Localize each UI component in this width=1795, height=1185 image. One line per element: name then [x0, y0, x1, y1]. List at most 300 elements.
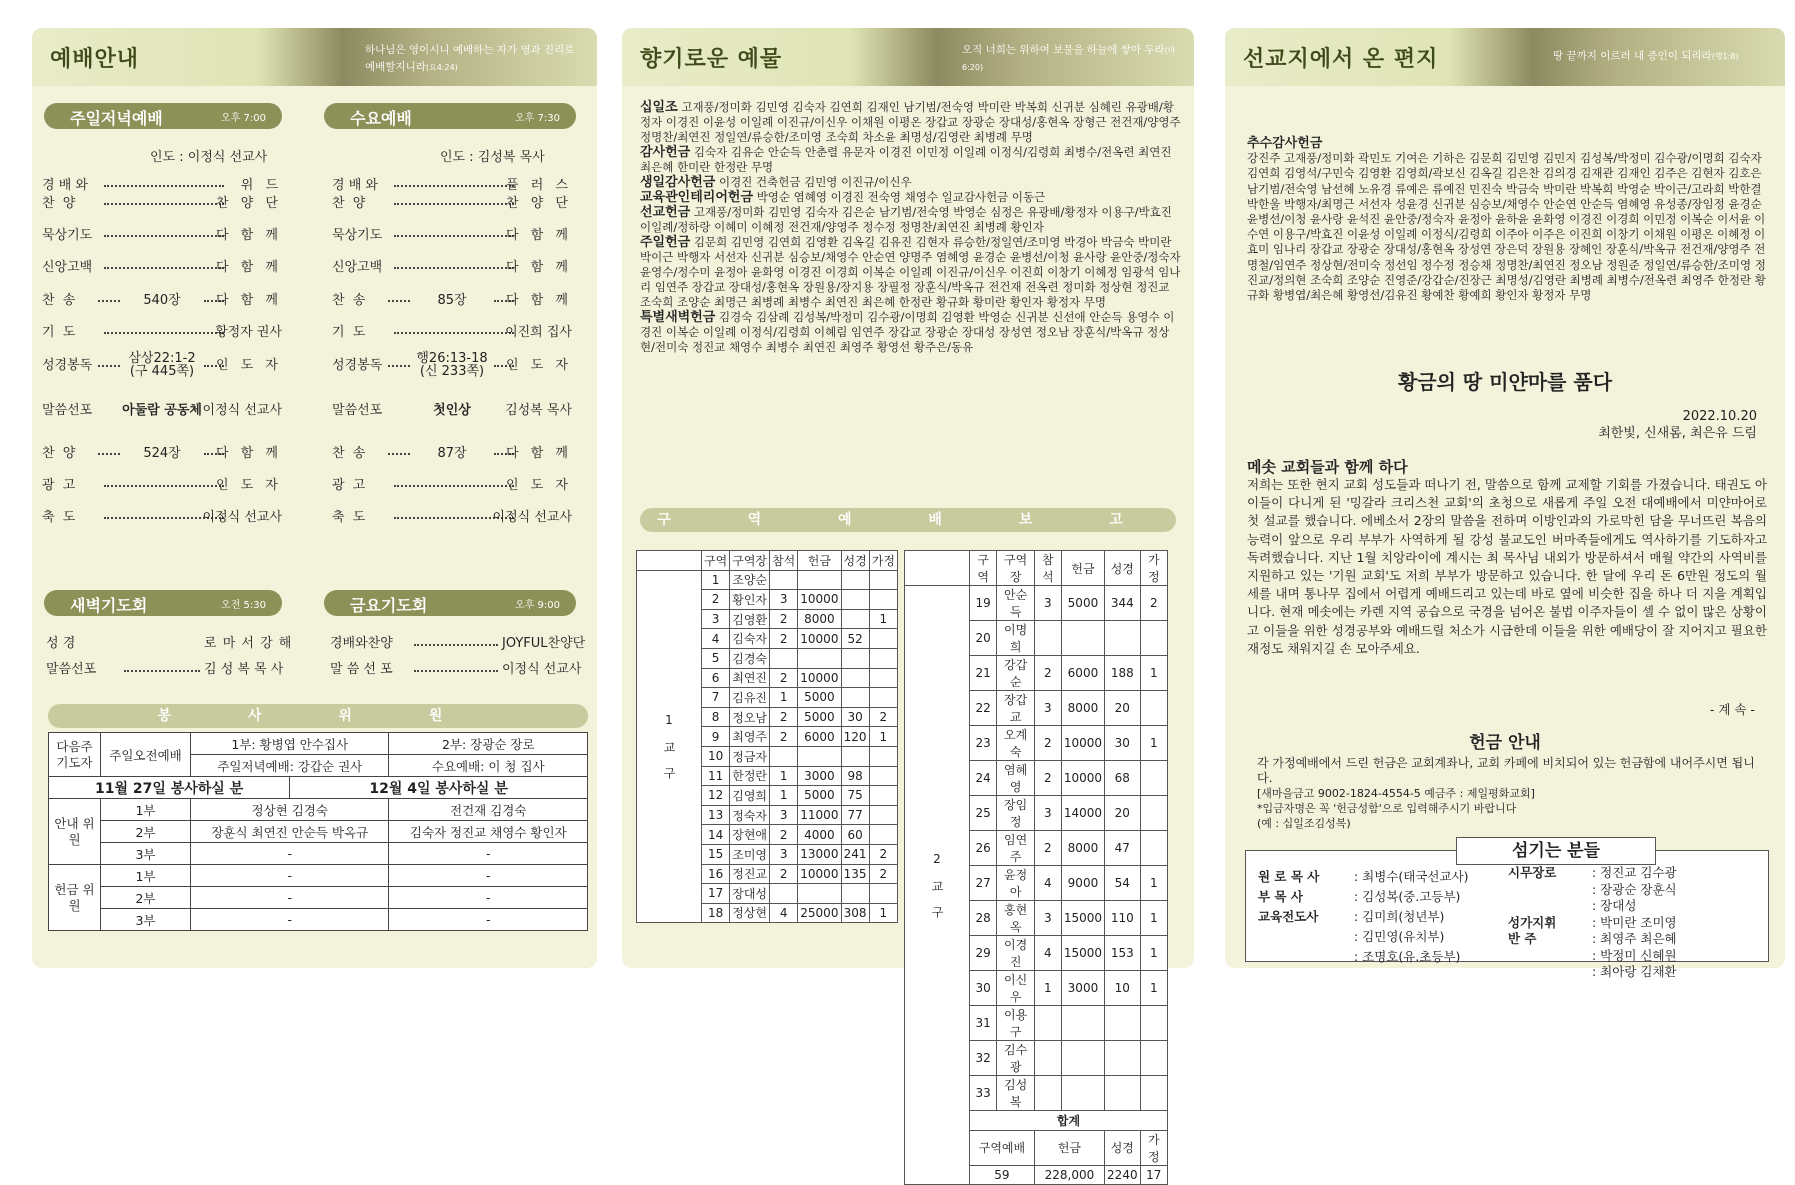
offering-part1-date2: -: [389, 865, 588, 887]
staff-row: [1508, 865, 1768, 915]
table-row: [637, 570, 898, 590]
table-cell: 10000: [798, 590, 841, 610]
dotted-leader: [98, 356, 120, 367]
table-cell: 5000: [798, 707, 841, 727]
table-cell: 임연주: [997, 831, 1034, 866]
table-cell: 10000: [1061, 726, 1104, 761]
order-item: 540장: [143, 293, 181, 308]
blank-cell: [905, 551, 970, 586]
order-person: 이정식 선교사: [492, 510, 572, 525]
table-cell: 11000: [798, 805, 841, 825]
friday-sermon-label: 말 씀 선 포: [330, 662, 393, 677]
offering-names: 이경진 건축헌금 김민영 이진규/이신우: [719, 175, 912, 189]
column-header: 성경: [841, 551, 869, 571]
staff-right: [1508, 865, 1768, 981]
offering-names: 김숙자 김유순 안순득 안춘렬 유문자 이경진 이민정 이일례 이정식/김령희 최병수/전옥련 최연진 최은혜 한미란 한정란 무명: [640, 145, 1172, 174]
order-row: [42, 291, 282, 311]
table-cell: 2: [770, 727, 798, 747]
offering-heading: 선교헌금: [640, 205, 691, 220]
column-header: 가정: [1140, 551, 1167, 586]
table-cell: [1061, 1041, 1104, 1076]
table-cell: 조미영: [730, 844, 770, 864]
order-row: [42, 176, 282, 196]
dotted-leader: [394, 226, 514, 237]
table-cell: 2: [1034, 761, 1061, 796]
table-cell: [770, 746, 798, 766]
table-cell: [1105, 1041, 1141, 1076]
offering-heading: 주일헌금: [640, 235, 691, 250]
order-row: [332, 176, 572, 196]
table-row: [905, 586, 1168, 621]
order-row: [42, 194, 282, 214]
staff-name: : 정진교 김수광: [1592, 865, 1677, 880]
staff-row: [1508, 915, 1768, 932]
table-cell: 홍현옥: [997, 901, 1034, 936]
table-cell: 정상현: [730, 903, 770, 923]
order-label: 기 도: [332, 325, 368, 340]
table-cell: 10: [702, 746, 730, 766]
order-person: 다 함 께: [216, 293, 282, 308]
offering-block: [640, 175, 1182, 190]
friday-praise-value: JOYFUL찬양단: [502, 636, 586, 651]
total-header: 성경: [1105, 1130, 1141, 1165]
table-cell: 1: [1140, 726, 1167, 761]
table-cell: 정진교: [730, 864, 770, 884]
table-cell: 98: [841, 766, 869, 786]
table-cell: 4: [770, 903, 798, 923]
table-cell: 2: [869, 707, 897, 727]
prayer-evening: 주일저녁예배: 강갑순 권사: [191, 755, 389, 777]
offering-heading: 십일조: [640, 100, 678, 115]
table-cell: 김영환: [730, 609, 770, 629]
offering-part2-date2: -: [389, 887, 588, 909]
order-label: 찬 송: [42, 293, 78, 308]
table-cell: [1140, 691, 1167, 726]
friday-dots-1: [414, 644, 498, 646]
offerings-banner: [622, 28, 1194, 86]
staff-names: [1592, 915, 1677, 932]
friday-sermon-value: 이정식 선교사: [502, 662, 582, 677]
order-item: 524장: [143, 446, 181, 461]
serve-date-1: 11월 27일 봉사하실 분: [49, 777, 290, 799]
order-row: [42, 401, 282, 421]
guide-committee-label: 안내 위원: [49, 799, 101, 865]
guide-part3: 3부: [101, 843, 191, 865]
total-value: 17: [1140, 1165, 1167, 1185]
staff-role: 반 주: [1508, 931, 1537, 946]
table-cell: 8000: [1061, 691, 1104, 726]
staff-name: : 최아랑 김채환: [1592, 964, 1677, 979]
order-person: 다 함 께: [216, 446, 282, 461]
table-cell: 이용구: [997, 1006, 1034, 1041]
column-header: 참석: [770, 551, 798, 571]
offering-block: [640, 145, 1182, 175]
order-person: 다 함 께: [216, 260, 282, 275]
table-cell: 장대성: [730, 884, 770, 904]
column-header: 성경: [1105, 551, 1141, 586]
table-cell: 20: [1105, 691, 1141, 726]
table-cell: [869, 570, 897, 590]
table-cell: 정오남: [730, 707, 770, 727]
order-person: 찬 양 단: [506, 196, 572, 211]
table-cell: [1105, 1006, 1141, 1041]
table-cell: [841, 570, 869, 590]
order-person: 다 함 께: [216, 228, 282, 243]
letter-date-author: 2022.10.20 최한빛, 신새롬, 최은유 드림: [1598, 409, 1757, 441]
banner-title: 선교지에서 온 편지: [1243, 47, 1439, 72]
table-cell: [1034, 1041, 1061, 1076]
banner-verse: 오직 너희는 위하여 보물을 하늘에 쌓아 두라(마6:20): [962, 44, 1176, 72]
staff-left: [1258, 869, 1498, 969]
order-label: 신앙고백: [332, 260, 383, 275]
table-cell: 1: [1140, 656, 1167, 691]
order-row: [332, 194, 572, 214]
order-label: 찬 송: [332, 446, 368, 461]
letter-body: 저희는 또한 현지 교회 성도들과 떠나기 전, 말씀으로 함께 교제할 기회를 가졌습니다. 태권도 아이들이 다니게 된 '밍갈라 크리스천 교회'의 초청으로 새롭게 주일 오전 대예배에서 미얀마어로 첫 설교를 했습니다. 에베소서 2장의 말씀을 전하며 이방인과의 가로막힌 담을 무너뜨린 복음의 능력이 앞으로 우리 부부가 사역하게 될 강성 불교도인 버마족들에게도 역사하기를 기도하자고 독려했습니다. 지난 1월 치앙라이에 계시는 최 목사님 내외가 방문하셔서 매월 약간의 사역비를 지원하고 있는 '기원 교회'도 저희 부부가 방문하고 있습니다. 한 달에 우리 돈 6만원 정도의 월세를 내며 통나무 집에서 어렵게 예배드리고 있는데 바로 옆에 비슷한 집을 하나 더 지을 계획입니다. 현재 메솟에는 카렌 지역 공습으로 국경을 넘어온 불법 이주자들이 셀 수 없이 많은 상황이고 이들을 위한 성경공부와 예배드릴 처소가 시급한데 이들을 위한 예배당이 잘 지어지고 필요한 재정도 채워지길 손 모아주세요.: [1247, 477, 1767, 656]
table-cell: 47: [1105, 831, 1141, 866]
table-cell: [869, 648, 897, 668]
table-cell: 3: [702, 609, 730, 629]
offering-part2-date1: -: [191, 887, 389, 909]
table-cell: 3: [1034, 796, 1061, 831]
order-item: 첫인상: [433, 403, 471, 418]
order-person: 다 함 께: [506, 446, 572, 461]
table-cell: 3: [1034, 691, 1061, 726]
dotted-leader: [98, 291, 120, 302]
order-row: [332, 323, 572, 343]
table-cell: 강갑순: [997, 656, 1034, 691]
order-label: 찬 송: [332, 293, 368, 308]
volunteers-table: [48, 732, 588, 931]
dotted-leader: [104, 176, 224, 187]
order-row: [332, 508, 572, 528]
order-label: 신앙고백: [42, 260, 93, 275]
column-header: 구역장: [730, 551, 770, 571]
table-cell: 24: [970, 761, 997, 796]
table-cell: [1140, 831, 1167, 866]
table-cell: 33: [970, 1076, 997, 1111]
dawn-dots: [124, 670, 200, 672]
table-cell: 3: [770, 590, 798, 610]
table-cell: 2: [869, 864, 897, 884]
table-cell: [1140, 1041, 1167, 1076]
table-cell: 장현애: [730, 825, 770, 845]
table-cell: [869, 590, 897, 610]
table-cell: [841, 688, 869, 708]
table-cell: [1140, 1006, 1167, 1041]
table-cell: 3000: [798, 766, 841, 786]
dotted-leader: [104, 258, 224, 269]
table-cell: 17: [702, 884, 730, 904]
table-cell: 30: [841, 707, 869, 727]
table-cell: [869, 688, 897, 708]
table-cell: 1: [1034, 971, 1061, 1006]
table-cell: [869, 668, 897, 688]
table-cell: [869, 825, 897, 845]
table-cell: 31: [970, 1006, 997, 1041]
staff-row: [1258, 869, 1498, 889]
table-cell: 1: [770, 786, 798, 806]
column-header: 구역: [970, 551, 997, 586]
order-label: 찬 양: [332, 196, 368, 211]
dotted-leader: [104, 476, 224, 487]
worship-guide-panel: [32, 28, 597, 968]
offering-block: [640, 100, 1182, 145]
prayer-part1: 1부: 황병엽 안수집사: [191, 733, 389, 755]
order-person: 이정식 선교사: [202, 510, 282, 525]
table-cell: 54: [1105, 866, 1141, 901]
table-cell: [1140, 1076, 1167, 1111]
order-person: 플 러 스: [506, 178, 572, 193]
table-cell: 2: [869, 844, 897, 864]
banner-title: 향기로운 예물: [640, 47, 783, 72]
table-cell: 6000: [1061, 656, 1104, 691]
table-cell: 32: [970, 1041, 997, 1076]
table-cell: 정숙자: [730, 805, 770, 825]
table-cell: 15000: [1061, 901, 1104, 936]
table-cell: 1: [770, 688, 798, 708]
staff-name: : 최병수(태국선교사): [1354, 869, 1469, 884]
table-cell: [1061, 1076, 1104, 1111]
table-cell: 이명희: [997, 621, 1034, 656]
table-cell: 2: [1140, 586, 1167, 621]
order-label: 말씀선포: [332, 403, 383, 418]
total-header: 헌금: [1034, 1130, 1104, 1165]
staff-name: : 장광순 장훈식: [1592, 881, 1677, 897]
dotted-leader: [394, 258, 514, 269]
order-item: [402, 352, 502, 378]
table-cell: [770, 884, 798, 904]
order-label: 성경봉독: [332, 358, 383, 373]
table-cell: 장임정: [997, 796, 1034, 831]
guide-part2: 2부: [101, 821, 191, 843]
order-label: 찬 양: [42, 196, 78, 211]
table-cell: 25000: [798, 903, 841, 923]
table-cell: 1: [1140, 936, 1167, 971]
total-value: 228,000: [1034, 1165, 1104, 1185]
letter-heading: 메솟 교회들과 함께 하다: [1247, 458, 1408, 476]
offering-part1: 1부: [101, 865, 191, 887]
table-cell: 장갑교: [997, 691, 1034, 726]
order-person: 다 함 께: [506, 293, 572, 308]
staff-row: [1258, 889, 1498, 909]
table-cell: 김숙자: [730, 629, 770, 649]
order-label: 경 배 와: [42, 178, 88, 193]
dotted-leader: [98, 444, 120, 455]
table-cell: [770, 648, 798, 668]
table-cell: 3: [770, 844, 798, 864]
table-cell: 22: [970, 691, 997, 726]
table-cell: 정금자: [730, 746, 770, 766]
table-cell: 5000: [1061, 586, 1104, 621]
order-item: 85장: [437, 293, 467, 308]
staff-row: [1258, 909, 1498, 929]
table-cell: 4000: [798, 825, 841, 845]
order-person: 이정식 선교사: [202, 403, 282, 418]
offering-part3-date1: -: [191, 909, 389, 931]
table-cell: 4: [702, 629, 730, 649]
staff-name: : 최영주 최은혜: [1592, 931, 1677, 946]
order-row: [42, 508, 282, 528]
prayer-part2: 2부: 장광순 장로: [389, 733, 588, 755]
thanksgiving-names: 강진주 고재풍/정미화 곽민도 기여은 기하은 김문희 김민영 김민지 김성복/박정미 김수광/이명희 김숙자 김연희 김영석/구민숙 김영환 김영희/곽보신 김옥길 김은찬 김의경 김재관 김재인 김주은 김현자 김호은 남기범/전숙영 남선혜 노유경 류예은 류예진 민진숙 박금숙 박미란 박복희 박영순 박이근/고라희 박한결 박한울 박행자/최명근 서선자 성윤경 신귀분 심승보/채영수 안순연 안순득 염혜영 유성종/장임정 윤경순 윤병선/이청 윤사랑 윤석진 윤안중/정숙자 윤정아 윤하윤 윤화영 이경진 이경희 이민정 이복순 이서윤 이수연 이용구/박효진 이윤성 이일례 이정식/김령희 이주아 이주은 이진희 이창기 이채원 이평온 이혜정 이효미 임나리 장갑교 장광순 장대성/홍현옥 장성연 장은덕 장원용 장혜인 장훈식/박옥규 전건재/양영주 전명철/임연주 정상현/전미숙 정선임 정수정 정승채 정명찬/최연진 정오남 정원준 정일연/류승한/조미영 정진교/정의현 조숙희 조양순 진영준/강갑순/진장근 최명성/김영란 최병례 최병수/전옥련 최영주 한정란 황규화 황병엽/최은혜 황영선/김유진 황예찬 황예희 황인자 황정자 무명: [1247, 151, 1766, 303]
table-cell: 2: [1034, 656, 1061, 691]
order-row: [42, 258, 282, 278]
order-person: 인 도 자: [216, 478, 282, 493]
thanksgiving-offering: [1247, 136, 1767, 303]
table-cell: 2: [1034, 831, 1061, 866]
order-person: 인 도 자: [506, 478, 572, 493]
order-label: 광 고: [332, 478, 368, 493]
table-cell: 9000: [1061, 866, 1104, 901]
staff-box: [1245, 841, 1769, 979]
offering-heading: 생일감사헌금: [640, 175, 716, 190]
dawn-prayer-header: 새벽기도회 오전 5:30: [44, 590, 282, 616]
offering-part3: 3부: [101, 909, 191, 931]
table-cell: 1: [770, 766, 798, 786]
staff-name: : 장대성: [1592, 898, 1637, 913]
total-header: 구역예배: [970, 1130, 1035, 1165]
table-cell: 김유진: [730, 688, 770, 708]
table-cell: 2: [770, 609, 798, 629]
table-cell: 김수광: [997, 1041, 1034, 1076]
guide-part3-date2: -: [389, 843, 588, 865]
sunday-leader: 인도 : 이정식 선교사: [150, 150, 268, 165]
table-cell: 김경숙: [730, 648, 770, 668]
order-person: 인 도 자: [506, 358, 572, 373]
table-cell: 조양순: [730, 570, 770, 590]
offerings-panel: [622, 28, 1194, 1182]
table-cell: 5000: [798, 688, 841, 708]
order-row: [332, 401, 572, 421]
table-cell: 1: [869, 727, 897, 747]
table-cell: 1: [1140, 971, 1167, 1006]
table-cell: [869, 629, 897, 649]
table-cell: 1: [869, 903, 897, 923]
table-cell: 윤정아: [997, 866, 1034, 901]
table-cell: [1140, 796, 1167, 831]
order-label: 성경봉독: [42, 358, 93, 373]
staff-name: : 김민영(유치부): [1354, 929, 1445, 944]
offering-block: [640, 235, 1182, 310]
banner-verse: 하나님은 영이시니 예배하는 자가 영과 진리로 예배할지니라(요4:24): [365, 44, 575, 73]
column-header: 헌금: [798, 551, 841, 571]
order-row: [42, 444, 282, 464]
order-row: [332, 351, 572, 379]
table-cell: 20: [970, 621, 997, 656]
order-person: 인 도 자: [216, 358, 282, 373]
table-cell: 1: [869, 609, 897, 629]
table-cell: [869, 786, 897, 806]
letter-title: 황금의 땅 미얀마를 품다: [1397, 370, 1613, 394]
next-prayer-label: 다음주 기도자: [49, 733, 101, 777]
table-cell: 최연진: [730, 668, 770, 688]
table-cell: [798, 746, 841, 766]
guide-part1-date2: 전건재 김경숙: [389, 799, 588, 821]
table-cell: 75: [841, 786, 869, 806]
wednesday-order: [332, 176, 572, 606]
offering-block: [640, 190, 1182, 205]
order-row: [332, 444, 572, 464]
table-cell: 344: [1105, 586, 1141, 621]
dotted-leader: [388, 356, 410, 367]
table-cell: 4: [1034, 866, 1061, 901]
table-cell: 6000: [798, 727, 841, 747]
staff-role: 부 목 사: [1258, 889, 1303, 904]
table-cell: 14000: [1061, 796, 1104, 831]
table-cell: 241: [841, 844, 869, 864]
table-cell: 28: [970, 901, 997, 936]
offering-list: [640, 100, 1182, 355]
friday-dots-2: [414, 670, 498, 672]
table-cell: 110: [1105, 901, 1141, 936]
order-label: 축 도: [42, 510, 78, 525]
order-person: 위 드: [240, 178, 282, 193]
district-table-1: [636, 550, 898, 923]
parish-label: 1 교 구: [637, 570, 702, 923]
table-cell: 2: [702, 590, 730, 610]
staff-name: : 김성복(중.고등부): [1354, 889, 1461, 904]
table-cell: 16: [702, 864, 730, 884]
table-cell: 135: [841, 864, 869, 884]
table-cell: [869, 766, 897, 786]
staff-name: : 김미희(청년부): [1354, 909, 1445, 924]
order-item-line: (구 445쪽): [129, 364, 195, 379]
table-cell: 2: [770, 864, 798, 884]
table-cell: 10000: [798, 864, 841, 884]
table-cell: 6: [702, 668, 730, 688]
order-row: [42, 226, 282, 246]
order-person: 다 함 께: [506, 260, 572, 275]
table-cell: 한정란: [730, 766, 770, 786]
table-cell: [1140, 621, 1167, 656]
table-cell: 30: [1105, 726, 1141, 761]
table-cell: 30: [970, 971, 997, 1006]
table-cell: 3: [1034, 586, 1061, 621]
table-cell: 68: [1105, 761, 1141, 796]
offering-names: 김경숙 김삼례 김성복/박정미 김수광/이명희 김영환 박영순 신귀분 신선애 안순득 용영수 이경진 이복순 이일례 이정식/김령희 이혜림 임연주 장갑교 장광순 장대성 장성연 정오남 장훈식/박옥규 정상현/전미숙 정진교 채영수 최병수 최연진 최영주 황영선 황주은/동유: [640, 310, 1175, 354]
order-person: 이진희 집사: [505, 325, 572, 340]
table-cell: [841, 884, 869, 904]
total-value: 59: [970, 1165, 1035, 1185]
table-cell: 1: [1140, 866, 1167, 901]
guide-part2-date1: 장훈식 최연진 안순득 박옥규: [191, 821, 389, 843]
table-cell: [798, 570, 841, 590]
table-cell: 10000: [798, 668, 841, 688]
blank-cell: [637, 551, 702, 571]
table-cell: 10: [1105, 971, 1141, 1006]
table-cell: 20: [1105, 796, 1141, 831]
table-cell: 8000: [1061, 831, 1104, 866]
table-cell: 2: [770, 629, 798, 649]
table-cell: 52: [841, 629, 869, 649]
offering-part1-date1: -: [191, 865, 389, 887]
offering-names: 고재풍/정미화 김민영 김숙자 김연희 김재인 남기범/전숙영 박미란 박복희 신귀분 심혜린 유광배/황정자 이경진 이윤성 이일례 이진규/이신우 이채원 이평온 장갑교 장광순 장대성/홍현옥 장형근 전건재/양영주 정명찬/최연진 정일연/류승한/조미영 조숙희 차소윤 최명성/김영란 최병례 무명: [640, 100, 1181, 144]
table-cell: 2: [770, 707, 798, 727]
table-cell: [841, 668, 869, 688]
table-cell: [841, 648, 869, 668]
staff-row: [1508, 931, 1768, 981]
offering-committee-label: 헌금 위원: [49, 865, 101, 931]
order-label: 묵상기도: [42, 228, 93, 243]
table-cell: 77: [841, 805, 869, 825]
total-label: 합계: [970, 1111, 1168, 1131]
order-row: [332, 258, 572, 278]
table-cell: [798, 648, 841, 668]
order-person: 김성복 목사: [505, 403, 572, 418]
table-cell: 25: [970, 796, 997, 831]
order-item-line: 삼상22:1-2: [128, 351, 196, 366]
